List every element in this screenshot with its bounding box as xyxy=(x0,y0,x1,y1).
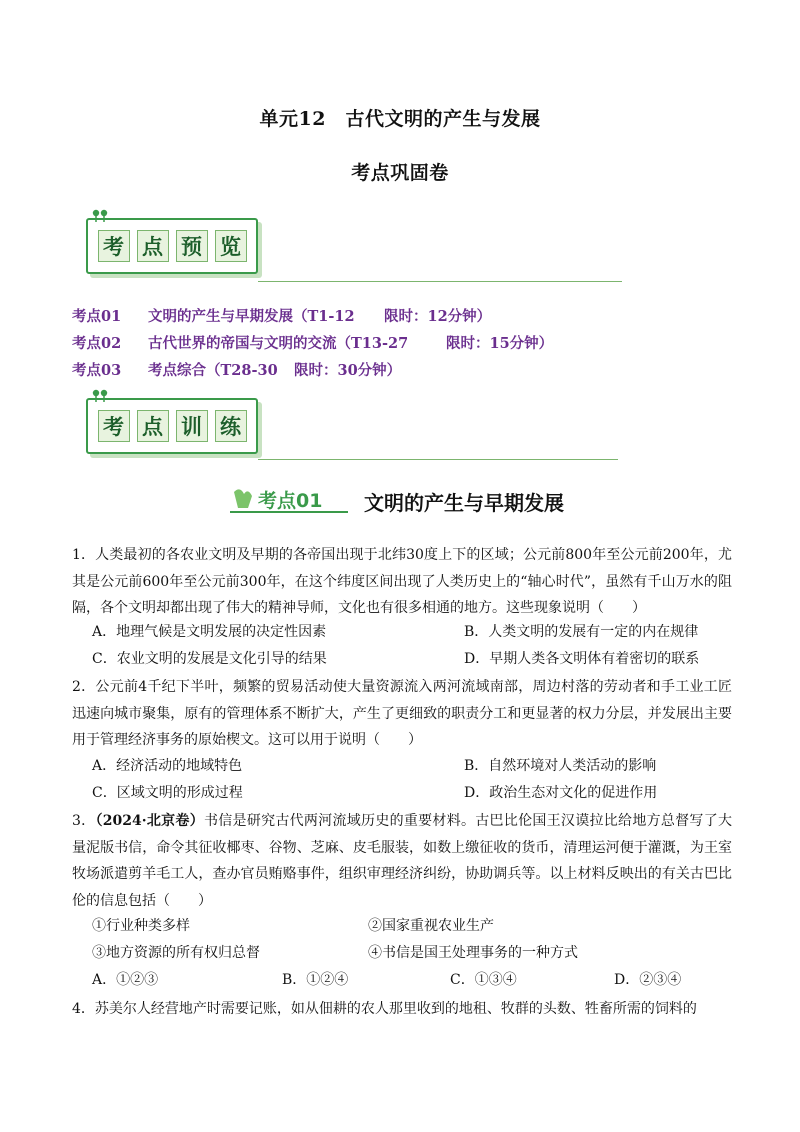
option-d[interactable]: D．政治生态对文化的促进作用 xyxy=(464,785,658,801)
option-b[interactable]: B．自然环境对人类活动的影响 xyxy=(464,758,657,774)
statement-3: ③地方资源的所有权归总督 xyxy=(92,945,260,961)
section-title: 文明的产生与早期发展 xyxy=(364,491,564,515)
statement-4: ④书信是国王处理事务的一种方式 xyxy=(368,945,578,961)
option-c[interactable]: C．农业文明的发展是文化引导的结果 xyxy=(92,651,327,667)
banner-char: 点 xyxy=(137,230,169,262)
overview-item: 考点03 考点综合（T28-30 限时：30分钟） xyxy=(72,362,402,379)
option-d[interactable]: D．早期人类各文明体有着密切的联系 xyxy=(464,651,700,667)
section-badge xyxy=(230,486,348,514)
question-text: 书信是研究古代两河流域历史的重要材料。古巴比伦国王汉谟拉比给地方总督写了大量泥版书信，命令其征收椰枣、谷物、芝麻、皮毛服装，如数上缴征收的货币，清理运河便于灌溉，为王室牧场派遣剪羊毛工人，查办官员贿赂事件，组织审理经济纠纷，协助调兵等。以上材料反映出的有关古巴比伦的信息包括（ ） xyxy=(72,813,732,909)
question-stem: 2．公元前4千纪下半叶，频繁的贸易活动使大量资源流入两河流域南部，周边村落的劳动者和手工业工匠迅速向城市聚集，原有的管理体系不断扩大，产生了更细致的职责分工和更显著的权力分层，并发展出主要用于管理经济事务的原始楔文。这可以用于说明（ ） xyxy=(72,679,732,748)
banner-char: 考 xyxy=(98,410,130,442)
banner-char: 点 xyxy=(137,410,169,442)
divider xyxy=(258,459,618,460)
sprout-icon xyxy=(90,208,112,222)
option-b[interactable]: B．人类文明的发展有一定的内在规律 xyxy=(464,624,699,640)
page-title: 单元12 古代文明的产生与发展 xyxy=(259,108,541,130)
banner-char: 考 xyxy=(98,230,130,262)
overview-item: 考点01 文明的产生与早期发展（T1-12 限时：12分钟） xyxy=(72,308,492,325)
statement-1: ①行业种类多样 xyxy=(92,918,190,934)
option-a[interactable]: A．地理气候是文明发展的决定性因素 xyxy=(92,624,327,640)
banner-char: 览 xyxy=(215,230,247,262)
banner-char: 训 xyxy=(176,410,208,442)
training-banner xyxy=(86,398,258,454)
banner-char: 练 xyxy=(215,410,247,442)
banner-char: 预 xyxy=(176,230,208,262)
option-a[interactable]: A．经济活动的地域特色 xyxy=(92,758,243,774)
preview-banner xyxy=(86,218,258,274)
question-stem: 1．人类最初的各农业文明及早期的各帝国出现于北纬30度上下的区域；公元前800年至公元前200年，尤其是公元前600年至公元前300年，在这个纬度区间出现了人类历史上的“轴心时代”，虽然有千山万水的阻隔，各个文明却都出现了伟大的精神导师，文化也有很多相通的地方。这些现象说明（ ） xyxy=(72,547,732,616)
divider xyxy=(258,281,622,282)
option-c[interactable]: C．区域文明的形成过程 xyxy=(92,785,243,801)
option-b[interactable]: B．①②④ xyxy=(282,972,349,988)
overview-item: 考点02 古代世界的帝国与文明的交流（T13-27 限时：15分钟） xyxy=(72,335,554,352)
question-number: 3． xyxy=(72,813,96,829)
page-subtitle: 考点巩固卷 xyxy=(351,162,449,184)
section-badge-text: 考点01 xyxy=(258,490,323,512)
sprout-icon xyxy=(90,388,112,402)
option-d[interactable]: D．②③④ xyxy=(614,972,682,988)
option-a[interactable]: A．①②③ xyxy=(92,972,159,988)
question-source: （2024·北京卷） xyxy=(95,813,204,829)
option-c[interactable]: C．①③④ xyxy=(450,972,517,988)
question-stem: 4．苏美尔人经营地产时需要记账，如从佃耕的农人那里收到的地租、牧群的头数、牲畜所需的饲料的 xyxy=(72,1001,697,1017)
statement-2: ②国家重视农业生产 xyxy=(368,918,494,934)
question-stem xyxy=(72,808,732,914)
